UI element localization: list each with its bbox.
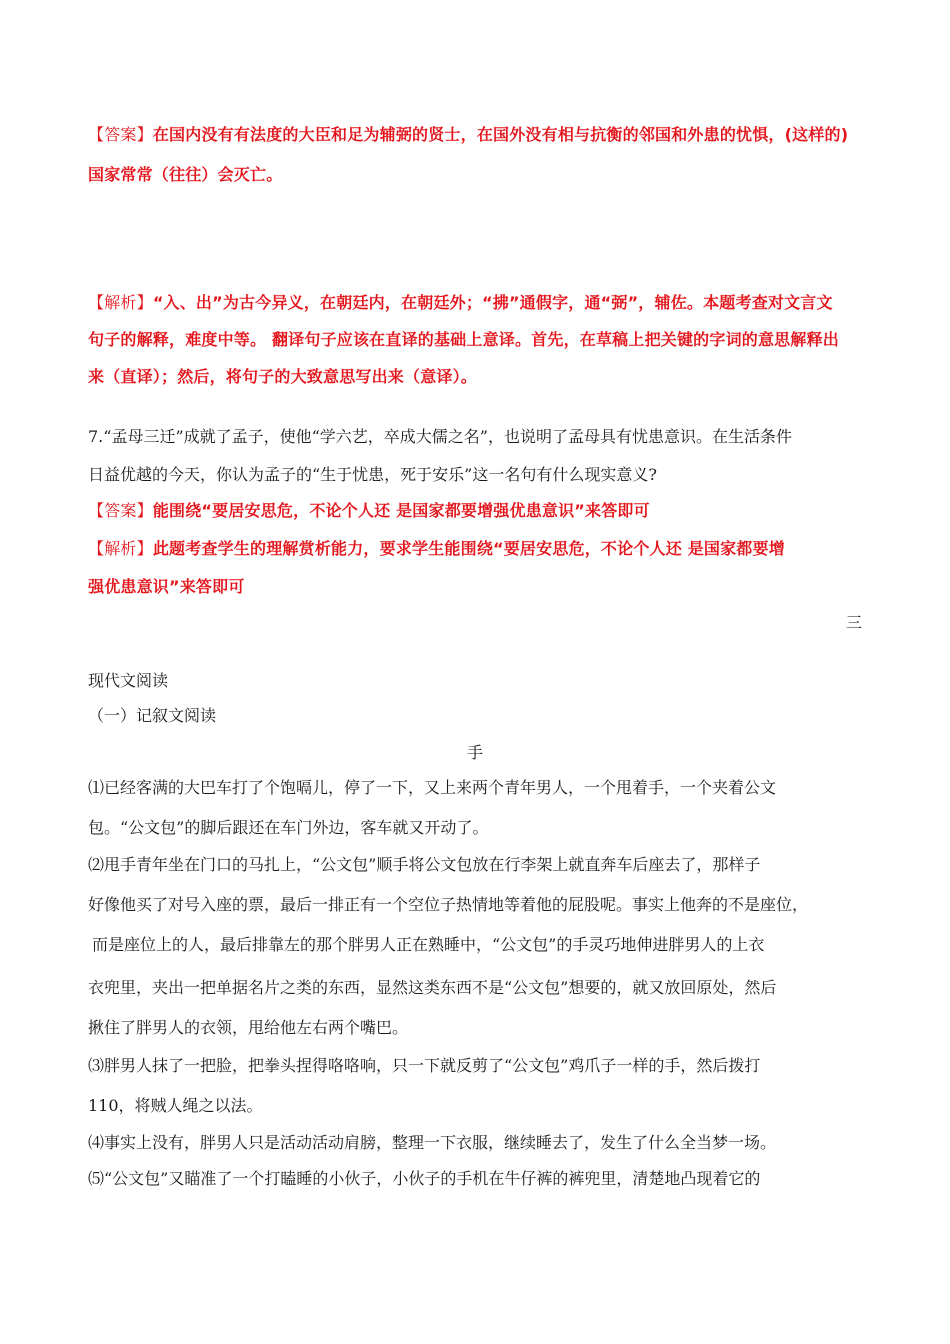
paragraph-2-line-4: 衣兜里，夹出一把单据名片之类的东西，显然这类东西不是“公文包”想要的，就又放回原处，然后 bbox=[88, 978, 777, 997]
answer-block-1 bbox=[88, 122, 878, 145]
analysis-line-1 bbox=[88, 290, 878, 313]
analysis-7-line-2: 强优患意识”来答即可 bbox=[88, 577, 245, 596]
analysis-tag: 【解析】 bbox=[88, 539, 153, 558]
paragraph-2-line-5: 揪住了胖男人的衣领，甩给他左右两个嘴巴。 bbox=[88, 1018, 409, 1037]
answer-7-line bbox=[88, 498, 878, 521]
answer-text: 在国内没有有法度的大臣和足为辅弼的贤士，在国外没有相与抗衡的邻国和外患的忧惧，(这样的) bbox=[152, 125, 849, 144]
paragraph-3-line-1: ⑶胖男人抹了一把脸，把拳头捏得咯咯响，只一下就反剪了“公文包”鸡爪子一样的手，然后拨打 bbox=[88, 1056, 761, 1075]
question-7-line-1: 7.“孟母三迁”成就了孟子，使他“学六艺，卒成大儒之名”，也说明了孟母具有忧患意识。在生活条件 bbox=[88, 427, 792, 446]
analysis-tag: 【解析】 bbox=[88, 293, 153, 312]
section-subtitle: （一）记叙文阅读 bbox=[88, 706, 217, 725]
answer-tag: 【答案】 bbox=[88, 501, 153, 520]
section-title: 现代文阅读 bbox=[88, 671, 169, 690]
analysis-text: 此题考查学生的理解赏析能力，要求学生能围绕“要居安思危，不论个人还 是国家都要增 bbox=[152, 539, 785, 558]
analysis-line-2: 句子的解释，难度中等。 翻译句子应该在直译的基础上意译。首先，在草稿上把关键的字词的意思解释出 bbox=[88, 330, 839, 349]
paragraph-3-line-2: 110，将贼人绳之以法。 bbox=[88, 1096, 263, 1115]
paragraph-1-line-2: 包。“公文包”的脚后跟还在车门外边，客车就又开动了。 bbox=[88, 818, 489, 837]
paragraph-2-line-3: 而是座位上的人，最后排靠左的那个胖男人正在熟睡中，“公文包”的手灵巧地伸进胖男人的上衣 bbox=[92, 935, 765, 954]
paragraph-5-line-1: ⑸“公文包”又瞄准了一个打瞌睡的小伙子，小伙子的手机在牛仔裤的裤兜里，清楚地凸现着它的 bbox=[88, 1169, 761, 1188]
answer-line-2: 国家常常（往往）会灭亡。 bbox=[88, 165, 283, 184]
analysis-7-line-1 bbox=[88, 536, 878, 559]
analysis-text: “入、出”为古今异义，在朝廷内，在朝廷外；“拂”通假字，通“弼”，辅佐。本题考查对文言文 bbox=[152, 293, 833, 312]
answer-line-1 bbox=[88, 122, 878, 145]
analysis-line-3: 来（直译）；然后，将句子的大致意思写出来（意译）。 bbox=[88, 367, 478, 386]
story-title: 手 bbox=[467, 743, 484, 762]
paragraph-1-line-1: ⑴已经客满的大巴车打了个饱嗝儿，停了一下，又上来两个青年男人，一个甩着手，一个夹着公文 bbox=[88, 778, 777, 797]
paragraph-2-line-1: ⑵甩手青年坐在门口的马扎上，“公文包”顺手将公文包放在行李架上就直奔车后座去了，那样子 bbox=[88, 855, 761, 874]
answer-text: 能围绕“要居安思危，不论个人还 是国家都要增强优患意识”来答即可 bbox=[152, 501, 650, 520]
paragraph-4-line-1: ⑷事实上没有，胖男人只是活动活动肩膀，整理一下衣服，继续睡去了，发生了什么全当梦一场。 bbox=[88, 1133, 777, 1152]
question-7-line-2: 日益优越的今天，你认为孟子的“生于忧患，死于安乐”这一名句有什么现实意义? bbox=[88, 465, 657, 484]
section-number: 三 bbox=[846, 613, 863, 632]
paragraph-2-line-2: 好像他买了对号入座的票，最后一排正有一个空位子热情地等着他的屁股呢。事实上他奔的不是座位， bbox=[88, 895, 809, 914]
answer-tag: 【答案】 bbox=[88, 125, 153, 144]
